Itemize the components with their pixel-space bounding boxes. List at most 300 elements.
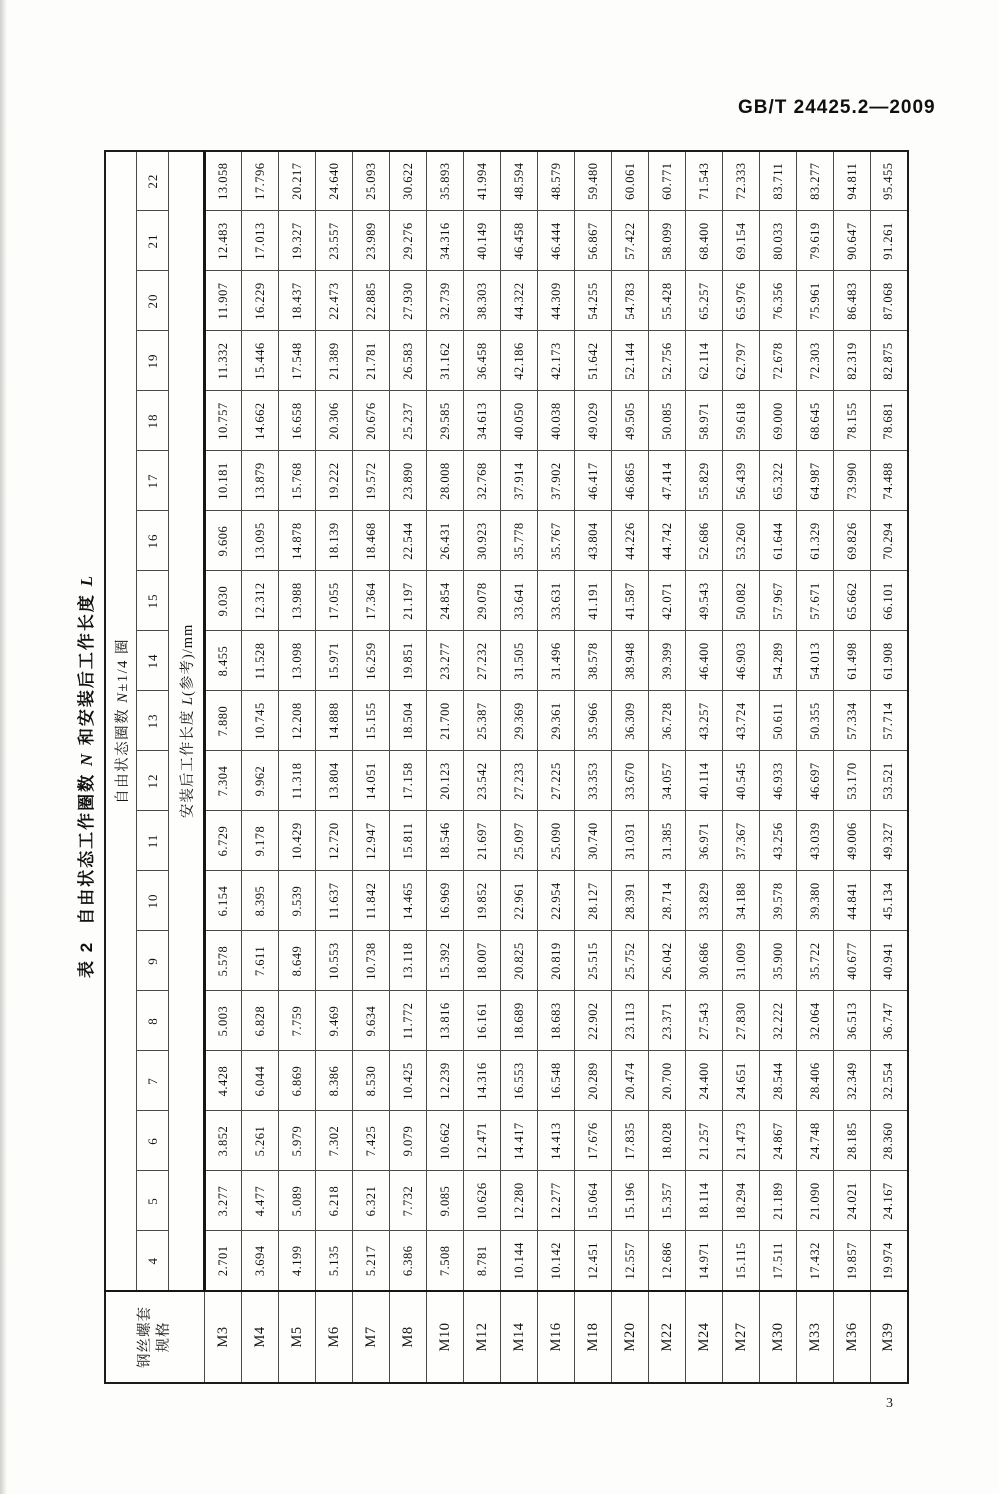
value-cell: 31.385 [649,811,686,871]
value-cell: 18.437 [279,271,316,331]
value-cell: 24.640 [316,151,353,211]
table-row [205,151,242,1383]
value-cell: 21.389 [316,331,353,391]
value-cell: 6.044 [242,1051,279,1111]
value-cell: 22.961 [501,871,538,931]
group-header-symbol-n: N [114,691,131,703]
value-cell: 7.304 [205,751,242,811]
value-cell: 6.218 [316,1171,353,1231]
value-cell: 46.458 [501,211,538,271]
spec-cell: M7 [353,1291,390,1383]
value-cell: 33.641 [501,571,538,631]
value-cell: 69.154 [723,211,760,271]
value-cell: 20.819 [538,931,575,991]
value-cell: 61.329 [797,511,834,571]
table-row [501,151,538,1383]
group-header-pre: 自由状态圈数 [114,702,131,804]
title-middle: 和安装后工作长度 [77,593,96,746]
value-cell: 46.400 [686,631,723,691]
value-cell: 13.058 [205,151,242,211]
value-cell: 7.611 [242,931,279,991]
value-cell: 18.139 [316,511,353,571]
value-cell: 18.504 [390,691,427,751]
spec-cell: M16 [538,1291,575,1383]
value-cell: 62.114 [686,331,723,391]
value-cell: 24.867 [760,1111,797,1171]
value-cell: 23.890 [390,451,427,511]
value-cell: 44.841 [834,871,871,931]
spec-cell: M14 [501,1291,538,1383]
value-cell: 11.842 [353,871,390,931]
value-cell: 56.439 [723,451,760,511]
spec-cell: M36 [834,1291,871,1383]
value-cell: 5.003 [205,991,242,1051]
value-cell: 75.961 [797,271,834,331]
n-value-cell: 15 [137,571,169,631]
value-cell: 45.134 [871,871,908,931]
value-cell: 15.392 [427,931,464,991]
value-cell: 54.255 [575,271,612,331]
value-cell: 22.885 [353,271,390,331]
value-cell: 25.387 [464,691,501,751]
n-value-cell: 6 [137,1111,169,1171]
value-cell: 15.768 [279,451,316,511]
value-cell: 25.097 [501,811,538,871]
title-prefix: 表 2 [77,940,96,978]
value-cell: 46.933 [760,751,797,811]
value-cell: 20.825 [501,931,538,991]
table-title-text [72,498,102,978]
spec-cell: M12 [464,1291,501,1383]
value-cell: 15.357 [649,1171,686,1231]
n-value-cell: 4 [137,1231,169,1291]
table-row [242,151,279,1383]
value-cell: 31.031 [612,811,649,871]
value-cell: 17.055 [316,571,353,631]
value-cell: 79.619 [797,211,834,271]
value-cell: 44.226 [612,511,649,571]
value-cell: 11.637 [316,871,353,931]
value-cell: 26.583 [390,331,427,391]
value-cell: 28.360 [871,1111,908,1171]
value-cell: 12.483 [205,211,242,271]
value-cell: 49.327 [871,811,908,871]
table-header [105,151,205,1383]
value-cell: 25.093 [353,151,390,211]
value-cell: 36.513 [834,991,871,1051]
value-cell: 86.483 [834,271,871,331]
spec-cell: M18 [575,1291,612,1383]
value-cell: 94.811 [834,151,871,211]
value-cell: 19.222 [316,451,353,511]
value-cell: 40.114 [686,751,723,811]
n-value-cell: 11 [137,811,169,871]
sub-header-symbol-l: L [179,695,196,706]
value-cell: 13.804 [316,751,353,811]
value-cell: 29.276 [390,211,427,271]
value-cell: 20.217 [279,151,316,211]
value-cell: 22.473 [316,271,353,331]
value-cell: 38.303 [464,271,501,331]
value-cell: 16.259 [353,631,390,691]
value-cell: 27.930 [390,271,427,331]
value-cell: 50.085 [649,391,686,451]
value-cell: 56.867 [575,211,612,271]
spec-cell: M10 [427,1291,464,1383]
value-cell: 40.038 [538,391,575,451]
n-value-cell: 18 [137,391,169,451]
table-row [723,151,760,1383]
value-cell: 24.400 [686,1051,723,1111]
value-cell: 24.651 [723,1051,760,1111]
value-cell: 10.425 [390,1051,427,1111]
value-cell: 13.988 [279,571,316,631]
value-cell: 65.976 [723,271,760,331]
value-cell: 60.061 [612,151,649,211]
value-cell: 74.488 [871,451,908,511]
rotated-table-inner [104,152,902,1384]
value-cell: 57.671 [797,571,834,631]
value-cell: 40.149 [464,211,501,271]
value-cell: 40.545 [723,751,760,811]
group-header-row [105,151,137,1383]
value-cell: 91.261 [871,211,908,271]
value-cell: 57.422 [612,211,649,271]
value-cell: 5.135 [316,1231,353,1291]
value-cell: 10.144 [501,1231,538,1291]
table-row [353,151,390,1383]
value-cell: 62.797 [723,331,760,391]
value-cell: 16.969 [427,871,464,931]
value-cell: 5.979 [279,1111,316,1171]
value-cell: 19.852 [464,871,501,931]
spec-cell: M8 [390,1291,427,1383]
value-cell: 11.772 [390,991,427,1051]
value-cell: 64.987 [797,451,834,511]
scan-edge-shadow [0,0,7,1494]
value-cell: 57.714 [871,691,908,751]
value-cell: 78.155 [834,391,871,451]
value-cell: 52.686 [686,511,723,571]
value-cell: 23.371 [649,991,686,1051]
value-cell: 13.095 [242,511,279,571]
n-value-cell: 22 [137,151,169,211]
value-cell: 4.428 [205,1051,242,1111]
value-cell: 73.990 [834,451,871,511]
value-cell: 65.322 [760,451,797,511]
value-cell: 15.446 [242,331,279,391]
value-cell: 30.622 [390,151,427,211]
value-cell: 17.364 [353,571,390,631]
value-cell: 21.090 [797,1171,834,1231]
value-cell: 33.353 [575,751,612,811]
value-cell: 13.118 [390,931,427,991]
value-cell: 33.670 [612,751,649,811]
value-cell: 29.361 [538,691,575,751]
n-value-cell: 7 [137,1051,169,1111]
value-cell: 36.458 [464,331,501,391]
value-cell: 28.127 [575,871,612,931]
value-cell: 44.742 [649,511,686,571]
value-cell: 9.634 [353,991,390,1051]
value-cell: 6.828 [242,991,279,1051]
value-cell: 44.309 [538,271,575,331]
value-cell: 28.544 [760,1051,797,1111]
value-cell: 34.057 [649,751,686,811]
value-cell: 15.115 [723,1231,760,1291]
spring-length-table [104,150,909,1384]
value-cell: 34.188 [723,871,760,931]
value-cell: 30.686 [686,931,723,991]
value-cell: 8.455 [205,631,242,691]
value-cell: 8.649 [279,931,316,991]
value-cell: 29.369 [501,691,538,751]
value-cell: 49.006 [834,811,871,871]
value-cell: 15.811 [390,811,427,871]
rotated-table-container [104,152,901,1384]
document-code: GB/T 24425.2—2009 [738,97,936,118]
value-cell: 15.064 [575,1171,612,1231]
value-cell: 69.826 [834,511,871,571]
value-cell: 12.208 [279,691,316,751]
value-cell: 10.745 [242,691,279,751]
table-body [205,151,908,1383]
value-cell: 28.008 [427,451,464,511]
value-cell: 20.676 [353,391,390,451]
value-cell: 10.142 [538,1231,575,1291]
title-main: 自由状态工作圈数 [77,772,96,925]
value-cell: 51.642 [575,331,612,391]
value-cell: 72.678 [760,331,797,391]
value-cell: 10.553 [316,931,353,991]
value-cell: 55.829 [686,451,723,511]
value-cell: 46.865 [612,451,649,511]
spec-cell: M4 [242,1291,279,1383]
value-cell: 37.367 [723,811,760,871]
value-cell: 17.158 [390,751,427,811]
value-cell: 8.395 [242,871,279,931]
value-cell: 24.748 [797,1111,834,1171]
value-cell: 22.954 [538,871,575,931]
value-cell: 17.511 [760,1231,797,1291]
value-cell: 31.009 [723,931,760,991]
value-cell: 66.101 [871,571,908,631]
value-cell: 32.222 [760,991,797,1051]
value-cell: 31.162 [427,331,464,391]
value-cell: 18.468 [353,511,390,571]
table-row [686,151,723,1383]
value-cell: 4.199 [279,1231,316,1291]
table-row [797,151,834,1383]
value-cell: 5.217 [353,1231,390,1291]
value-cell: 43.724 [723,691,760,751]
n-value-cell: 21 [137,211,169,271]
value-cell: 39.380 [797,871,834,931]
group-header-post: ±1/4 圈 [114,637,131,692]
value-cell: 7.302 [316,1111,353,1171]
value-cell: 8.781 [464,1231,501,1291]
value-cell: 31.505 [501,631,538,691]
value-cell: 16.161 [464,991,501,1051]
value-cell: 21.473 [723,1111,760,1171]
table-row [279,151,316,1383]
value-cell: 17.548 [279,331,316,391]
value-cell: 61.498 [834,631,871,691]
value-cell: 26.431 [427,511,464,571]
table-row [316,151,353,1383]
value-cell: 23.989 [353,211,390,271]
value-cell: 14.662 [242,391,279,451]
value-cell: 35.778 [501,511,538,571]
sub-header-cell [169,151,205,1291]
value-cell: 95.455 [871,151,908,211]
value-cell: 14.417 [501,1111,538,1171]
value-cell: 50.355 [797,691,834,751]
value-cell: 35.722 [797,931,834,991]
value-cell: 17.013 [242,211,279,271]
value-cell: 16.229 [242,271,279,331]
value-cell: 24.854 [427,571,464,631]
value-cell: 40.941 [871,931,908,991]
value-cell: 82.875 [871,331,908,391]
value-cell: 49.505 [612,391,649,451]
value-cell: 40.677 [834,931,871,991]
spec-cell: M5 [279,1291,316,1383]
value-cell: 35.966 [575,691,612,751]
n-value-cell: 8 [137,991,169,1051]
value-cell: 18.028 [649,1111,686,1171]
value-cell: 12.720 [316,811,353,871]
value-cell: 9.606 [205,511,242,571]
value-cell: 68.400 [686,211,723,271]
n-value-cell: 12 [137,751,169,811]
value-cell: 14.316 [464,1051,501,1111]
value-cell: 20.123 [427,751,464,811]
spec-cell: M33 [797,1291,834,1383]
value-cell: 12.277 [538,1171,575,1231]
value-cell: 49.029 [575,391,612,451]
spec-header-cell [105,1291,205,1383]
value-cell: 14.971 [686,1231,723,1291]
value-cell: 29.078 [464,571,501,631]
value-cell: 72.303 [797,331,834,391]
value-cell: 83.711 [760,151,797,211]
value-cell: 21.697 [464,811,501,871]
value-cell: 10.626 [464,1171,501,1231]
value-cell: 19.851 [390,631,427,691]
value-cell: 11.332 [205,331,242,391]
value-cell: 12.686 [649,1231,686,1291]
value-cell: 18.683 [538,991,575,1051]
value-cell: 5.578 [205,931,242,991]
spec-cell: M27 [723,1291,760,1383]
value-cell: 54.783 [612,271,649,331]
value-cell: 33.631 [538,571,575,631]
value-cell: 21.257 [686,1111,723,1171]
value-cell: 23.113 [612,991,649,1051]
value-cell: 9.079 [390,1111,427,1171]
value-cell: 58.099 [649,211,686,271]
value-cell: 39.399 [649,631,686,691]
value-cell: 70.294 [871,511,908,571]
value-cell: 24.021 [834,1171,871,1231]
n-value-cell: 10 [137,871,169,931]
value-cell: 43.256 [760,811,797,871]
n-value-cell: 13 [137,691,169,751]
value-cell: 61.644 [760,511,797,571]
value-cell: 69.000 [760,391,797,451]
table-row [834,151,871,1383]
spec-cell: M3 [205,1291,242,1383]
value-cell: 39.578 [760,871,797,931]
value-cell: 17.676 [575,1111,612,1171]
value-cell: 48.594 [501,151,538,211]
n-value-cell: 20 [137,271,169,331]
value-cell: 10.181 [205,451,242,511]
value-cell: 15.971 [316,631,353,691]
value-cell: 21.197 [390,571,427,631]
title-symbol-n: N [77,751,96,767]
n-value-cell: 16 [137,511,169,571]
page-number: 3 [886,1396,893,1411]
value-cell: 20.289 [575,1051,612,1111]
value-cell: 57.334 [834,691,871,751]
spec-cell: M30 [760,1291,797,1383]
value-cell: 35.767 [538,511,575,571]
value-cell: 83.277 [797,151,834,211]
value-cell: 41.587 [612,571,649,631]
table-row [575,151,612,1383]
value-cell: 25.752 [612,931,649,991]
value-cell: 18.007 [464,931,501,991]
value-cell: 17.835 [612,1111,649,1171]
table-row [871,151,908,1383]
value-cell: 12.947 [353,811,390,871]
group-header-cell [105,151,137,1291]
value-cell: 14.413 [538,1111,575,1171]
value-cell: 15.155 [353,691,390,751]
value-cell: 59.618 [723,391,760,451]
value-cell: 61.908 [871,631,908,691]
table-row [390,151,427,1383]
value-cell: 43.039 [797,811,834,871]
value-cell: 43.257 [686,691,723,751]
value-cell: 6.729 [205,811,242,871]
value-cell: 57.967 [760,571,797,631]
value-cell: 19.857 [834,1231,871,1291]
value-cell: 46.697 [797,751,834,811]
value-cell: 12.312 [242,571,279,631]
value-cell: 33.829 [686,871,723,931]
value-cell: 80.033 [760,211,797,271]
value-cell: 31.496 [538,631,575,691]
value-cell: 60.771 [649,151,686,211]
value-cell: 25.515 [575,931,612,991]
value-cell: 32.739 [427,271,464,331]
value-cell: 12.280 [501,1171,538,1231]
value-cell: 11.318 [279,751,316,811]
value-cell: 32.768 [464,451,501,511]
table-row [427,151,464,1383]
value-cell: 16.548 [538,1051,575,1111]
value-cell: 21.189 [760,1171,797,1231]
value-cell: 90.647 [834,211,871,271]
value-cell: 27.233 [501,751,538,811]
value-cell: 59.480 [575,151,612,211]
value-cell: 14.051 [353,751,390,811]
value-cell: 58.971 [686,391,723,451]
value-cell: 21.700 [427,691,464,751]
